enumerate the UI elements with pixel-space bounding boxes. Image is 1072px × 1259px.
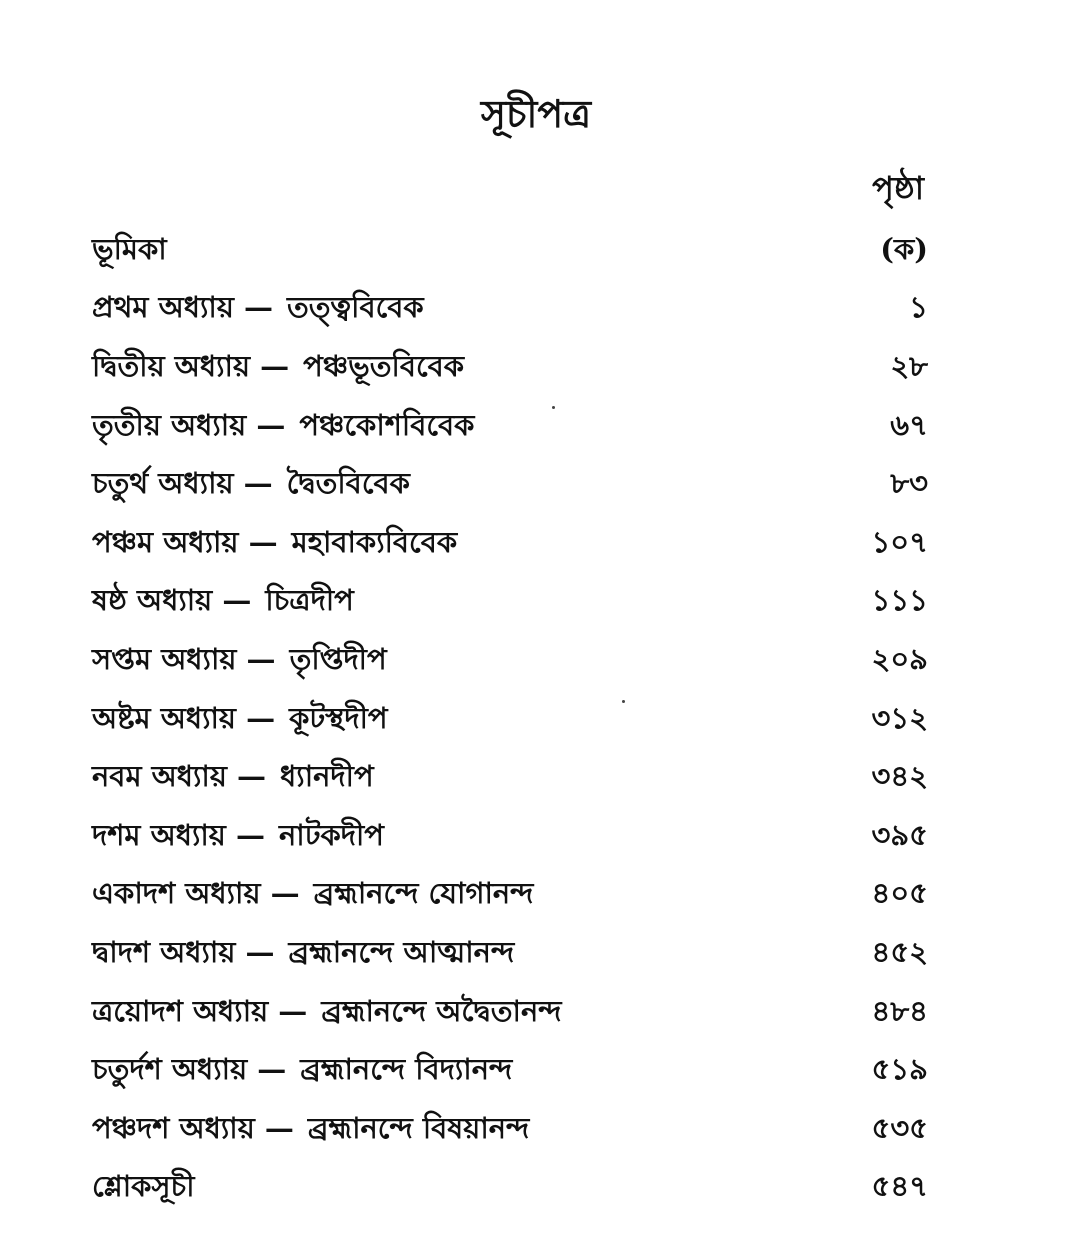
toc-page-number: ৩৪২ — [871, 759, 928, 794]
toc-entry — [92, 867, 928, 926]
toc-entry-title — [92, 871, 533, 920]
toc-entry-title — [92, 930, 514, 979]
toc-entry — [92, 574, 928, 633]
toc-entry-title — [92, 227, 181, 276]
toc-chapter-name: মহাবাক্যবিবেক — [291, 524, 458, 559]
toc-entry-title — [92, 813, 384, 862]
toc-entry-title — [92, 1106, 529, 1155]
toc-entry — [92, 281, 928, 340]
toc-chapter: চতুর্থ অধ্যায় — — [92, 466, 273, 501]
toc-page-number: (ক) — [880, 231, 928, 266]
toc-entry-title — [92, 403, 474, 452]
toc-chapter: দ্বিতীয় অধ্যায় — — [92, 348, 290, 383]
toc-chapter: দশম অধ্যায় — — [92, 817, 265, 852]
toc-entry-title — [92, 285, 424, 334]
toc-entry-title — [92, 637, 387, 686]
toc-chapter-name: ব্রহ্মানন্দে বিদ্যানন্দ — [300, 1052, 513, 1087]
toc-chapter-name: পঞ্চকোশবিবেক — [299, 407, 475, 442]
toc-chapter: অষ্টম অধ্যায় — — [92, 700, 276, 735]
ink-speck — [552, 406, 555, 409]
toc-entry-title — [92, 696, 388, 745]
toc-entry — [92, 925, 928, 984]
toc-page-number: ৪০৫ — [871, 876, 928, 911]
toc-chapter-name: পঞ্চভূতবিবেক — [303, 348, 465, 383]
toc-page-number: ১১১ — [871, 583, 928, 618]
toc-page-number: ৫৩৫ — [871, 1110, 928, 1145]
toc-entry — [92, 632, 928, 691]
toc-chapter: চতুর্দশ অধ্যায় — — [92, 1052, 287, 1087]
toc-chapter: একাদশ অধ্যায় — — [92, 876, 300, 911]
toc-page-number: ৬৭ — [890, 407, 928, 442]
toc-chapter-name: তৃপ্তিদীপ — [289, 641, 387, 676]
toc-entry-title — [92, 461, 410, 510]
toc-chapter-name: দ্বৈতবিবেক — [286, 466, 410, 501]
toc-chapter: দ্বাদশ অধ্যায় — — [92, 934, 275, 969]
toc-page-number: ৪৮৪ — [871, 993, 928, 1028]
toc-chapter: পঞ্চম অধ্যায় — — [92, 524, 278, 559]
toc-chapter: নবম অধ্যায় — — [92, 759, 267, 794]
toc-entry-title — [92, 578, 354, 627]
toc-chapter: শ্লোকসূচী — [92, 1169, 195, 1204]
toc-entry — [92, 456, 928, 515]
toc-entry — [92, 984, 928, 1043]
toc-entry — [92, 339, 928, 398]
toc-entry-title — [92, 754, 374, 803]
toc-chapter: সপ্তম অধ্যায় — — [92, 641, 276, 676]
page-title: সূচীপত্র — [480, 91, 592, 136]
toc-entry-title — [92, 1047, 512, 1096]
page-column-header: পৃষ্ঠা — [872, 169, 924, 207]
toc-chapter-name: নাটকদীপ — [278, 817, 384, 852]
toc-chapter-name: কূটস্থদীপ — [289, 700, 388, 735]
toc-chapter-name: চিত্রদীপ — [265, 583, 354, 618]
toc-chapter: প্রথম অধ্যায় — — [92, 290, 273, 325]
toc-chapter-name: ধ্যানদীপ — [280, 759, 374, 794]
toc-entry — [92, 515, 928, 574]
toc-entry — [92, 1160, 928, 1219]
toc-page-number: ৪৫২ — [871, 934, 928, 969]
toc-page-number: ৫১৯ — [871, 1052, 928, 1087]
toc-page-number: ৮৩ — [890, 466, 928, 501]
toc-entry-title — [92, 989, 562, 1038]
ink-speck — [622, 700, 625, 703]
toc-page-number: ৩১২ — [871, 700, 928, 735]
toc-page-number: ২০৯ — [871, 641, 928, 676]
toc-chapter-name: তত্ত্ববিবেক — [287, 290, 424, 325]
toc-entry — [92, 398, 928, 457]
toc-page-number: ৫৪৭ — [871, 1169, 928, 1204]
toc-chapter-name: ব্রহ্মানন্দে আত্মানন্দ — [288, 934, 515, 969]
toc-page-number: ১০৭ — [871, 524, 928, 559]
table-of-contents — [92, 222, 928, 1218]
toc-page-number: ৩৯৫ — [871, 817, 928, 852]
toc-entry — [92, 1101, 928, 1160]
toc-entry — [92, 222, 928, 281]
toc-chapter-name: ব্রহ্মানন্দে যোগানন্দ — [313, 876, 534, 911]
toc-entry — [92, 691, 928, 750]
toc-entry — [92, 1042, 928, 1101]
toc-chapter: ষষ্ঠ অধ্যায় — — [92, 583, 252, 618]
toc-page-number: ২৮ — [890, 348, 928, 383]
toc-chapter: পঞ্চদশ অধ্যায় — — [92, 1110, 294, 1145]
toc-entry-title — [92, 520, 457, 569]
toc-chapter-name: ব্রহ্মানন্দে অদ্বৈতানন্দ — [321, 993, 562, 1028]
toc-entry — [92, 749, 928, 808]
toc-page-number: ১ — [909, 290, 928, 325]
toc-chapter-name: ব্রহ্মানন্দে বিষয়ানন্দ — [307, 1110, 530, 1145]
toc-chapter: ভূমিকা — [92, 231, 167, 266]
toc-entry-title — [92, 344, 464, 393]
toc-chapter: ত্রয়োদশ অধ্যায় — — [92, 993, 308, 1028]
toc-entry-title — [92, 1164, 209, 1213]
toc-entry — [92, 808, 928, 867]
toc-chapter: তৃতীয় অধ্যায় — — [92, 407, 286, 442]
